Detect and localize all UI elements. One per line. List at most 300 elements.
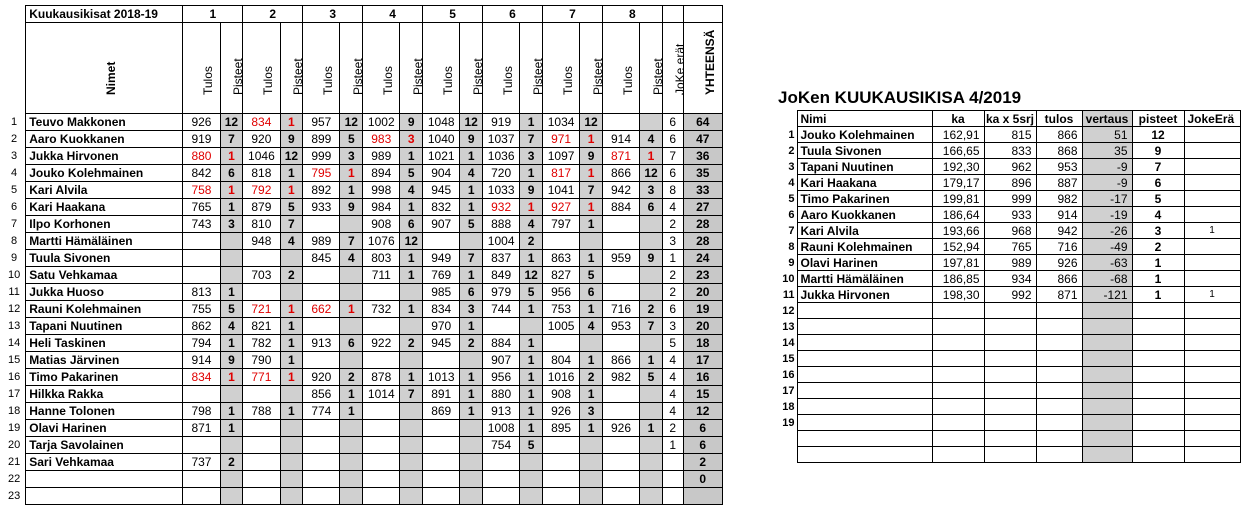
- names-header[interactable]: [26, 23, 183, 114]
- column-header[interactable]: Nimi: [797, 111, 932, 127]
- score-cell[interactable]: [602, 233, 639, 250]
- total-cell[interactable]: 23: [683, 267, 722, 284]
- ka-cell[interactable]: 162,91: [932, 127, 984, 143]
- points-cell[interactable]: 1: [520, 369, 543, 386]
- points-cell[interactable]: 6: [220, 165, 243, 182]
- score-cell[interactable]: [363, 454, 400, 471]
- row-number[interactable]: 16: [782, 368, 795, 381]
- points-cell[interactable]: [640, 437, 663, 454]
- points-cell[interactable]: 1: [640, 148, 663, 165]
- vertaus-cell[interactable]: [1082, 383, 1132, 399]
- tulos-cell[interactable]: 926: [1036, 255, 1082, 271]
- points-cell[interactable]: [220, 386, 243, 403]
- row-number[interactable]: 2: [788, 144, 795, 157]
- points-cell[interactable]: 1: [220, 199, 243, 216]
- name-cell[interactable]: Teuvo Makkonen: [26, 114, 183, 131]
- total-cell[interactable]: 33: [683, 182, 722, 199]
- points-cell[interactable]: [340, 216, 363, 233]
- row-number[interactable]: 11: [8, 286, 20, 298]
- points-cell[interactable]: 3: [520, 148, 543, 165]
- points-cell[interactable]: [460, 233, 483, 250]
- score-cell[interactable]: [183, 386, 220, 403]
- total-cell[interactable]: 20: [683, 318, 722, 335]
- jokeera-cell[interactable]: [1184, 127, 1240, 143]
- points-cell[interactable]: 1: [460, 182, 483, 199]
- joke-cell[interactable]: 1: [662, 250, 683, 267]
- tulos-header[interactable]: [423, 23, 460, 114]
- tulos-header[interactable]: [363, 23, 400, 114]
- ka-cell[interactable]: [932, 335, 984, 351]
- points-cell[interactable]: 5: [400, 165, 423, 182]
- vertaus-cell[interactable]: [1082, 415, 1132, 431]
- points-cell[interactable]: 1: [280, 182, 303, 199]
- score-cell[interactable]: [423, 437, 460, 454]
- score-cell[interactable]: 1046: [243, 148, 280, 165]
- score-cell[interactable]: 769: [423, 267, 460, 284]
- points-cell[interactable]: 1: [280, 403, 303, 420]
- column-header[interactable]: ka: [932, 111, 984, 127]
- points-cell[interactable]: 1: [280, 114, 303, 131]
- name-cell[interactable]: Tapani Nuutinen: [26, 318, 183, 335]
- ka5-cell[interactable]: 896: [984, 175, 1036, 191]
- points-cell[interactable]: [340, 318, 363, 335]
- ka-cell[interactable]: 186,85: [932, 271, 984, 287]
- score-cell[interactable]: [423, 420, 460, 437]
- score-cell[interactable]: 919: [183, 131, 220, 148]
- points-cell[interactable]: 1: [220, 284, 243, 301]
- points-cell[interactable]: 7: [220, 131, 243, 148]
- vertaus-cell[interactable]: 35: [1082, 143, 1132, 159]
- row-number[interactable]: 21: [7, 456, 21, 468]
- jokeera-cell[interactable]: [1184, 351, 1240, 367]
- score-cell[interactable]: [483, 454, 520, 471]
- points-cell[interactable]: 2: [220, 454, 243, 471]
- score-cell[interactable]: 737: [183, 454, 220, 471]
- score-cell[interactable]: 866: [602, 165, 639, 182]
- points-cell[interactable]: 12: [580, 114, 603, 131]
- ka5-cell[interactable]: [984, 399, 1036, 415]
- points-cell[interactable]: 1: [520, 420, 543, 437]
- name-cell[interactable]: [26, 488, 183, 505]
- joke-cell[interactable]: 5: [662, 335, 683, 352]
- score-cell[interactable]: 953: [602, 318, 639, 335]
- jokeera-cell[interactable]: [1184, 367, 1240, 383]
- total-cell[interactable]: 24: [683, 250, 722, 267]
- points-cell[interactable]: 1: [340, 165, 363, 182]
- pisteet-cell[interactable]: [1132, 431, 1184, 447]
- score-cell[interactable]: [542, 233, 579, 250]
- points-cell[interactable]: [340, 420, 363, 437]
- vertaus-cell[interactable]: -49: [1082, 239, 1132, 255]
- vertaus-cell[interactable]: -9: [1082, 175, 1132, 191]
- points-cell[interactable]: 1: [400, 199, 423, 216]
- points-cell[interactable]: [340, 488, 363, 505]
- ka5-cell[interactable]: 765: [984, 239, 1036, 255]
- points-cell[interactable]: [640, 233, 663, 250]
- name-cell[interactable]: Martti Hämäläinen: [26, 233, 183, 250]
- points-cell[interactable]: 1: [400, 369, 423, 386]
- score-cell[interactable]: 884: [602, 199, 639, 216]
- points-cell[interactable]: [340, 284, 363, 301]
- ka-cell[interactable]: 198,30: [932, 287, 984, 303]
- score-cell[interactable]: [602, 114, 639, 131]
- score-cell[interactable]: [243, 454, 280, 471]
- ka5-cell[interactable]: 934: [984, 271, 1036, 287]
- points-cell[interactable]: 1: [520, 301, 543, 318]
- vertaus-cell[interactable]: [1082, 447, 1132, 463]
- score-cell[interactable]: [363, 471, 400, 488]
- tulos-cell[interactable]: [1036, 303, 1082, 319]
- score-cell[interactable]: [602, 403, 639, 420]
- points-cell[interactable]: 1: [580, 216, 603, 233]
- points-cell[interactable]: [280, 471, 303, 488]
- name-cell[interactable]: [797, 447, 932, 463]
- score-cell[interactable]: 856: [303, 386, 340, 403]
- score-cell[interactable]: 920: [243, 131, 280, 148]
- points-cell[interactable]: [580, 488, 603, 505]
- points-cell[interactable]: [400, 471, 423, 488]
- row-number[interactable]: 2: [11, 133, 18, 145]
- score-cell[interactable]: 711: [363, 267, 400, 284]
- row-number[interactable]: 13: [782, 320, 795, 333]
- score-cell[interactable]: [303, 284, 340, 301]
- points-cell[interactable]: [400, 488, 423, 505]
- score-cell[interactable]: 891: [423, 386, 460, 403]
- points-cell[interactable]: 1: [460, 386, 483, 403]
- pisteet-cell[interactable]: [1132, 415, 1184, 431]
- points-cell[interactable]: 1: [400, 250, 423, 267]
- ka5-cell[interactable]: [984, 335, 1036, 351]
- ka-cell[interactable]: [932, 303, 984, 319]
- score-cell[interactable]: 765: [183, 199, 220, 216]
- points-cell[interactable]: [580, 437, 603, 454]
- points-cell[interactable]: 9: [400, 114, 423, 131]
- jokeera-cell[interactable]: [1184, 207, 1240, 223]
- pisteet-cell[interactable]: 1: [1132, 255, 1184, 271]
- score-cell[interactable]: [542, 335, 579, 352]
- score-cell[interactable]: [602, 267, 639, 284]
- score-cell[interactable]: 894: [363, 165, 400, 182]
- name-cell[interactable]: Jouko Kolehmainen: [26, 165, 183, 182]
- points-cell[interactable]: 4: [340, 250, 363, 267]
- ka5-cell[interactable]: 962: [984, 159, 1036, 175]
- row-number[interactable]: 15: [782, 352, 795, 365]
- score-cell[interactable]: 922: [363, 335, 400, 352]
- name-cell[interactable]: Matias Järvinen: [26, 352, 183, 369]
- column-header[interactable]: pisteet: [1132, 111, 1184, 127]
- score-cell[interactable]: 792: [243, 182, 280, 199]
- score-cell[interactable]: [483, 318, 520, 335]
- ka-cell[interactable]: 199,81: [932, 191, 984, 207]
- row-number[interactable]: 17: [782, 384, 795, 397]
- score-cell[interactable]: 956: [542, 284, 579, 301]
- total-cell[interactable]: [683, 488, 722, 505]
- name-cell[interactable]: Aaro Kuokkanen: [26, 131, 183, 148]
- row-number[interactable]: 18: [7, 405, 21, 417]
- score-cell[interactable]: 926: [602, 420, 639, 437]
- name-cell[interactable]: Jukka Huoso: [26, 284, 183, 301]
- joke-cell[interactable]: [662, 471, 683, 488]
- points-cell[interactable]: 1: [340, 403, 363, 420]
- points-cell[interactable]: 1: [400, 267, 423, 284]
- points-cell[interactable]: 9: [640, 250, 663, 267]
- score-cell[interactable]: 1036: [483, 148, 520, 165]
- score-cell[interactable]: 926: [542, 403, 579, 420]
- points-cell[interactable]: 1: [400, 301, 423, 318]
- pisteet-cell[interactable]: [1132, 303, 1184, 319]
- vertaus-cell[interactable]: [1082, 303, 1132, 319]
- total-cell[interactable]: 16: [683, 369, 722, 386]
- points-cell[interactable]: 6: [340, 335, 363, 352]
- ka-cell[interactable]: [932, 447, 984, 463]
- points-cell[interactable]: 7: [520, 131, 543, 148]
- tulos-cell[interactable]: [1036, 399, 1082, 415]
- pisteet-cell[interactable]: [1132, 447, 1184, 463]
- points-cell[interactable]: 5: [520, 437, 543, 454]
- row-number[interactable]: 13: [7, 320, 21, 332]
- score-cell[interactable]: [303, 352, 340, 369]
- score-cell[interactable]: 743: [183, 216, 220, 233]
- points-cell[interactable]: 4: [220, 318, 243, 335]
- joke-cell[interactable]: 8: [662, 182, 683, 199]
- ka-cell[interactable]: 192,30: [932, 159, 984, 175]
- score-cell[interactable]: 1041: [542, 182, 579, 199]
- score-cell[interactable]: 1076: [363, 233, 400, 250]
- score-cell[interactable]: [363, 420, 400, 437]
- score-cell[interactable]: [303, 216, 340, 233]
- points-cell[interactable]: 4: [280, 233, 303, 250]
- score-cell[interactable]: [243, 250, 280, 267]
- points-cell[interactable]: [280, 488, 303, 505]
- score-cell[interactable]: [183, 471, 220, 488]
- name-cell[interactable]: Heli Taskinen: [26, 335, 183, 352]
- column-header[interactable]: tulos: [1036, 111, 1082, 127]
- jokeera-cell[interactable]: [1184, 271, 1240, 287]
- pisteet-cell[interactable]: 12: [1132, 127, 1184, 143]
- points-cell[interactable]: 1: [460, 199, 483, 216]
- total-cell[interactable]: 64: [683, 114, 722, 131]
- score-cell[interactable]: 834: [243, 114, 280, 131]
- name-cell[interactable]: [797, 399, 932, 415]
- tulos-cell[interactable]: 871: [1036, 287, 1082, 303]
- points-cell[interactable]: [220, 233, 243, 250]
- name-cell[interactable]: Satu Vehkamaa: [26, 267, 183, 284]
- score-cell[interactable]: [363, 284, 400, 301]
- jokeera-cell[interactable]: [1184, 303, 1240, 319]
- jokeera-cell[interactable]: 1: [1184, 223, 1240, 239]
- points-cell[interactable]: 1: [520, 386, 543, 403]
- score-cell[interactable]: [602, 335, 639, 352]
- points-cell[interactable]: [640, 216, 663, 233]
- score-cell[interactable]: [303, 454, 340, 471]
- tulos-cell[interactable]: 866: [1036, 271, 1082, 287]
- score-cell[interactable]: [363, 437, 400, 454]
- jokeera-cell[interactable]: [1184, 383, 1240, 399]
- name-cell[interactable]: Martti Hämäläinen: [797, 271, 932, 287]
- name-cell[interactable]: [797, 335, 932, 351]
- points-cell[interactable]: 4: [520, 216, 543, 233]
- score-cell[interactable]: [183, 233, 220, 250]
- points-cell[interactable]: 9: [280, 131, 303, 148]
- score-cell[interactable]: 933: [303, 199, 340, 216]
- ka-cell[interactable]: [932, 415, 984, 431]
- joke-cell[interactable]: 7: [662, 148, 683, 165]
- name-cell[interactable]: Tarja Savolainen: [26, 437, 183, 454]
- score-cell[interactable]: [423, 233, 460, 250]
- row-number[interactable]: 9: [11, 252, 18, 264]
- ka5-cell[interactable]: 999: [984, 191, 1036, 207]
- total-cell[interactable]: 6: [683, 437, 722, 454]
- score-cell[interactable]: 845: [303, 250, 340, 267]
- jokeera-cell[interactable]: [1184, 175, 1240, 191]
- points-cell[interactable]: [580, 335, 603, 352]
- ka5-cell[interactable]: [984, 447, 1036, 463]
- points-cell[interactable]: 1: [580, 165, 603, 182]
- points-cell[interactable]: 3: [400, 131, 423, 148]
- pisteet-cell[interactable]: 4: [1132, 207, 1184, 223]
- vertaus-cell[interactable]: -26: [1082, 223, 1132, 239]
- score-cell[interactable]: 798: [183, 403, 220, 420]
- vertaus-cell[interactable]: [1082, 319, 1132, 335]
- score-cell[interactable]: 914: [183, 352, 220, 369]
- row-number[interactable]: 1: [11, 116, 18, 128]
- vertaus-cell[interactable]: 51: [1082, 127, 1132, 143]
- points-cell[interactable]: [400, 403, 423, 420]
- points-cell[interactable]: 1: [220, 335, 243, 352]
- points-cell[interactable]: 9: [460, 131, 483, 148]
- score-cell[interactable]: [303, 471, 340, 488]
- points-cell[interactable]: 12: [460, 114, 483, 131]
- pisteet-header[interactable]: [220, 23, 246, 114]
- points-cell[interactable]: 1: [220, 369, 243, 386]
- points-cell[interactable]: 6: [640, 199, 663, 216]
- joke-cell[interactable]: [662, 454, 683, 471]
- score-cell[interactable]: 1008: [483, 420, 520, 437]
- points-cell[interactable]: 1: [220, 182, 243, 199]
- row-number[interactable]: 16: [7, 371, 21, 383]
- joke-cell[interactable]: 4: [662, 199, 683, 216]
- ka-cell[interactable]: 193,66: [932, 223, 984, 239]
- points-cell[interactable]: 1: [280, 352, 303, 369]
- points-cell[interactable]: 7: [460, 250, 483, 267]
- points-cell[interactable]: 2: [580, 369, 603, 386]
- points-cell[interactable]: 2: [280, 267, 303, 284]
- score-cell[interactable]: 810: [243, 216, 280, 233]
- total-cell[interactable]: 36: [683, 148, 722, 165]
- pisteet-cell[interactable]: [1132, 335, 1184, 351]
- points-cell[interactable]: 7: [580, 182, 603, 199]
- score-cell[interactable]: 908: [542, 386, 579, 403]
- points-cell[interactable]: 3: [460, 301, 483, 318]
- score-cell[interactable]: 866: [602, 352, 639, 369]
- tulos-header[interactable]: [303, 23, 340, 114]
- pisteet-header[interactable]: [340, 23, 366, 114]
- joke-cell[interactable]: 2: [662, 284, 683, 301]
- points-cell[interactable]: [460, 488, 483, 505]
- name-cell[interactable]: Ilpo Korhonen: [26, 216, 183, 233]
- joke-cell[interactable]: 6: [662, 301, 683, 318]
- score-cell[interactable]: 957: [303, 114, 340, 131]
- score-cell[interactable]: [602, 471, 639, 488]
- name-cell[interactable]: Jouko Kolehmainen: [797, 127, 932, 143]
- points-cell[interactable]: 2: [520, 233, 543, 250]
- ka-cell[interactable]: [932, 319, 984, 335]
- points-cell[interactable]: 2: [340, 369, 363, 386]
- points-cell[interactable]: [460, 437, 483, 454]
- score-cell[interactable]: 932: [483, 199, 520, 216]
- points-cell[interactable]: [640, 114, 663, 131]
- points-cell[interactable]: 3: [220, 216, 243, 233]
- pisteet-cell[interactable]: [1132, 383, 1184, 399]
- corner-cell[interactable]: [3, 6, 26, 23]
- month-header[interactable]: 8: [602, 6, 662, 23]
- score-cell[interactable]: [303, 420, 340, 437]
- joke-cell[interactable]: 6: [662, 131, 683, 148]
- points-cell[interactable]: 9: [220, 352, 243, 369]
- points-cell[interactable]: 9: [340, 199, 363, 216]
- points-cell[interactable]: [400, 318, 423, 335]
- score-cell[interactable]: 892: [303, 182, 340, 199]
- tulos-cell[interactable]: [1036, 431, 1082, 447]
- ka5-cell[interactable]: [984, 351, 1036, 367]
- score-cell[interactable]: [542, 471, 579, 488]
- row-number[interactable]: 7: [11, 218, 18, 230]
- jokeera-cell[interactable]: [1184, 335, 1240, 351]
- row-number[interactable]: 14: [782, 336, 795, 349]
- score-cell[interactable]: 879: [243, 199, 280, 216]
- points-cell[interactable]: 1: [280, 318, 303, 335]
- row-number[interactable]: 19: [782, 416, 795, 429]
- total-cell[interactable]: 35: [683, 165, 722, 182]
- name-cell[interactable]: Sari Vehkamaa: [26, 454, 183, 471]
- score-cell[interactable]: 817: [542, 165, 579, 182]
- points-cell[interactable]: 6: [580, 284, 603, 301]
- jokeera-cell[interactable]: 1: [1184, 287, 1240, 303]
- points-cell[interactable]: [400, 420, 423, 437]
- row-number[interactable]: 10: [7, 269, 21, 281]
- tulos-header[interactable]: [183, 23, 220, 114]
- jokeera-cell[interactable]: [1184, 447, 1240, 463]
- score-cell[interactable]: 908: [363, 216, 400, 233]
- points-cell[interactable]: [520, 471, 543, 488]
- points-cell[interactable]: 1: [580, 352, 603, 369]
- total-cell[interactable]: 20: [683, 284, 722, 301]
- tulos-header[interactable]: [542, 23, 579, 114]
- points-cell[interactable]: 12: [340, 114, 363, 131]
- score-cell[interactable]: 834: [183, 369, 220, 386]
- joke-cell[interactable]: 4: [662, 369, 683, 386]
- row-number[interactable]: 23: [7, 490, 21, 502]
- score-cell[interactable]: 878: [363, 369, 400, 386]
- points-cell[interactable]: 1: [520, 250, 543, 267]
- score-cell[interactable]: 813: [183, 284, 220, 301]
- score-cell[interactable]: 983: [363, 131, 400, 148]
- points-cell[interactable]: 1: [580, 420, 603, 437]
- points-cell[interactable]: 6: [460, 284, 483, 301]
- points-cell[interactable]: 1: [460, 369, 483, 386]
- score-cell[interactable]: 834: [423, 301, 460, 318]
- score-cell[interactable]: 1013: [423, 369, 460, 386]
- score-cell[interactable]: [303, 318, 340, 335]
- score-cell[interactable]: 1034: [542, 114, 579, 131]
- points-cell[interactable]: 1: [580, 301, 603, 318]
- name-cell[interactable]: Tapani Nuutinen: [797, 159, 932, 175]
- vertaus-cell[interactable]: [1082, 431, 1132, 447]
- score-cell[interactable]: 720: [483, 165, 520, 182]
- yhteensa-header[interactable]: [683, 23, 722, 114]
- row-number[interactable]: 5: [11, 184, 18, 196]
- points-cell[interactable]: [340, 471, 363, 488]
